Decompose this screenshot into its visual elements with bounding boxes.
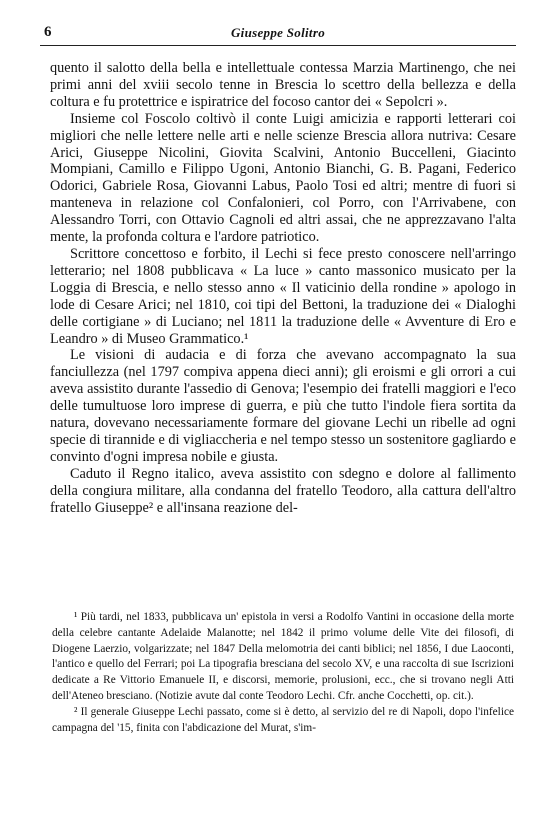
header-rule [40,45,516,46]
footnotes [52,610,514,736]
page-header [40,24,516,44]
paragraph: Scrittore concettoso e forbito, il Lechi si fece presto conoscere nell'arringo letterario; nel 1808 pubblicava « La luce » canto massonico musicato per la Loggia di Brescia, e nello stesso anno « Il vaticinio della rondine » apologo in lode di Cesare Arici; nel 1810, coi tipi del Bettoni, la traduzione dei « Dialoghi delle cortigiane » di Luciano; nel 1811 la traduzione delle « Avventure di Ero e Leandro » di Museo Grammatico.¹ [50,245,516,347]
footnote: ¹ Più tardi, nel 1833, pubblicava un' epistola in versi a Rodolfo Vantini in occasione della morte della celebre cantante Adelaide Malanotte; nel 1842 il primo volume delle Vite dei filosofi, di Diogene Laerzio, volgarizzate; nel 1847 Della melomotria dei canti biblici; nel 1856, I due Laoconti, l'antico e quello del Ferrari; poi La tipografia bresciana del secolo XV, e una raccolta di sue Iscrizioni dedicate a Re Vittorio Emanuele II, e discorsi, memorie, prolusioni, ecc., che si trovano negli Atti dell'Ateneo bresciano. (Notizie avute dal conte Teodoro Lechi. Cfr. anche Cocchetti, op. cit.). [52,611,514,702]
footnote: ² Il generale Giuseppe Lechi passato, come si è detto, al servizio del re di Napoli, dopo l'infelice campagna del '15, finita con l'abdicazione del Murat, s'im- [52,705,514,734]
main-text [50,60,516,516]
page-number: 6 [44,24,52,40]
paragraph: Caduto il Regno italico, aveva assistito con sdegno e dolore al fallimento della congiura militare, alla condanna del fratello Teodoro, alla cattura dell'altro fratello Giuseppe² e all'insana reazione del- [50,465,516,516]
paragraph: quento il salotto della bella e intellettuale contessa Marzia Martinengo, che nei primi anni del xviii secolo tenne in Brescia lo scettro della bellezza e della coltura e fu protettrice e ispiratrice del focoso cantor dei « Sepolcri ». [50,60,516,110]
running-title: Giuseppe Solitro [230,25,325,40]
paragraph: Insieme col Foscolo coltivò il conte Luigi amicizia e rapporti letterari coi migliori che nelle lettere nelle arti e nelle scienze Brescia allora nutriva: Cesare Arici, Giuseppe Nicolini, Giovita Scalvini, Antonio Buccelleni, Giacinto Mompiani, Camillo e Filippo Ugoni, Antonio Bianchi, G. B. Pagani, Federico Odorici, Gabriele Rosa, Giovanni Labus, Paolo Tosi ed altri; mentre di fuori si manteneva in relazione col Confalonieri, col Porro, con l'Arrivabene, con Alessandro Torri, con Ottavio Cagnoli ed altri assai, che ne apprezzavano l'alta mente, la profonda coltura e l'ardore patriotico. [50,110,516,246]
paragraph: Le visioni di audacia e di forza che avevano accompagnato la sua fanciullezza (nel 1797 compiva appena dieci anni); gli eroismi e gli orrori a cui aveva assistito durante l'assedio di Genova; l'esempio dei fratelli maggiori e l'eco delle tumultuose loro imprese di guerra, e più che tutto l'indole fiera sortita da natura, dovevano necessariamente formare del giovane Lechi un ribelle ad ogni specie di tirannide e di vigliaccheria e nel tempo stesso un sostenitore gagliardo e convinto d'ogni impresa nobile e giusta. [50,347,516,465]
